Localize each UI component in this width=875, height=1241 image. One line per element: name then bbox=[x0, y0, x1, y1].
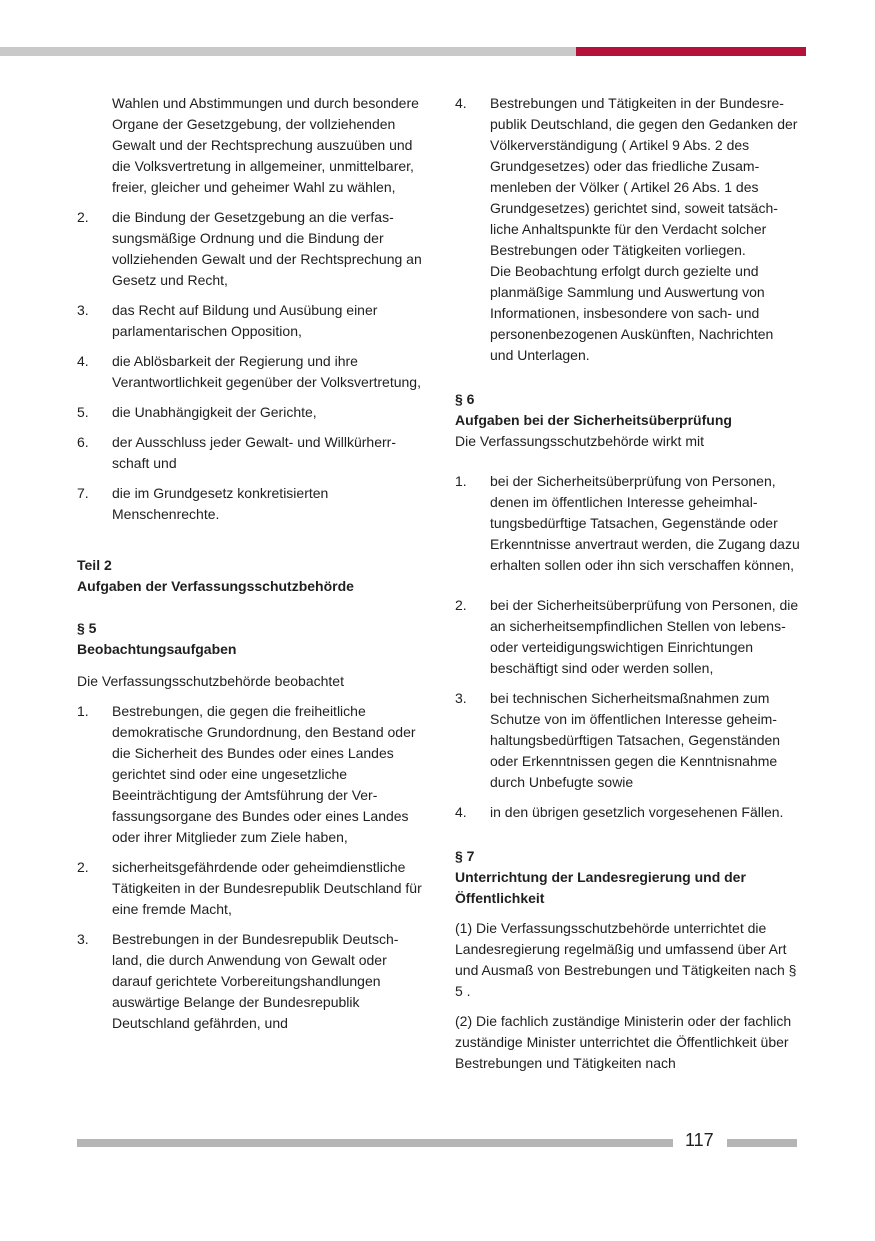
observation-paragraph: Die Beobachtung erfolgt durch gezielte und planmäßige Sammlung und Auswertung von Informationen, insbesondere von sach- und personenbezogenen Auskünften, Nachrichten und Unterlagen. bbox=[490, 263, 774, 363]
list-number: 7. bbox=[77, 485, 89, 501]
top-bar-accent bbox=[576, 47, 806, 56]
list-number: 2. bbox=[77, 209, 89, 225]
list-number: 6. bbox=[77, 434, 89, 450]
section-5-label: § 5 bbox=[77, 620, 97, 636]
right-column bbox=[455, 93, 800, 1083]
list-text: Bestrebungen, die gegen die freiheitliche demokratische Grundordnung, den Bestand oder die Sicherheit des Bundes oder eines Landes gerichtet sind oder eine ungesetzliche Beeinträchtigung der Amtsführung der Verfassungsorgane des Bundes oder eines Landes oder ihrer Mitglieder zum Ziele haben, bbox=[112, 703, 416, 845]
list-number: 4. bbox=[455, 95, 467, 111]
section-5-title: Beobachtungsaufgaben bbox=[77, 641, 237, 657]
list-item bbox=[455, 688, 800, 793]
list-item bbox=[77, 300, 422, 342]
list-number: 3. bbox=[455, 690, 467, 706]
section-6-intro: Die Verfassungsschutzbehörde wirkt mit bbox=[455, 433, 704, 449]
list-number: 2. bbox=[455, 597, 467, 613]
list-item bbox=[77, 402, 422, 423]
part-title: Aufgaben der Verfassungsschutzbehörde bbox=[77, 578, 354, 594]
list-text: die Unabhängigkeit der Gerichte, bbox=[112, 404, 317, 420]
list-item bbox=[77, 929, 422, 1034]
list-text: in den übrigen gesetzlich vorgesehenen Fällen. bbox=[490, 804, 784, 820]
list-number: 5. bbox=[77, 404, 89, 420]
list-text: das Recht auf Bildung und Ausübung einer parlamentarischen Opposition, bbox=[112, 302, 378, 339]
footer-bar-left bbox=[77, 1139, 673, 1147]
list-text: Bestrebungen in der Bundesrepublik Deutschland, die durch Anwendung von Gewalt oder darauf gerichtete Vorbereitungshandlungen auswärtige Belange der Bundesrepublik Deutschland gefährden, und bbox=[112, 931, 399, 1031]
list-number: 2. bbox=[77, 859, 89, 875]
list-item bbox=[455, 471, 800, 576]
page-number: 117 bbox=[685, 1130, 714, 1150]
list-item bbox=[77, 432, 422, 474]
list-item bbox=[77, 483, 422, 525]
list-item bbox=[455, 595, 800, 679]
list-item bbox=[77, 857, 422, 920]
list-text: bei der Sicherheitsüberprüfung von Personen, denen im öffentlichen Interesse geheimhaltungsbedürftige Tatsachen, Gegenstände oder Erkenntnisse anvertraut werden, die Zugang dazu erhalten sollen oder ihn sich verschaffen können, bbox=[490, 473, 800, 573]
list-text: sicherheitsgefährdende oder geheimdienstliche Tätigkeiten in der Bundesrepublik Deutschland für eine fremde Macht, bbox=[112, 859, 422, 917]
section-7-label: § 7 bbox=[455, 848, 475, 864]
left-column bbox=[77, 93, 422, 1043]
list-item bbox=[77, 207, 422, 291]
list-item bbox=[455, 93, 800, 261]
list-number: 4. bbox=[455, 804, 467, 820]
list-number: 3. bbox=[77, 302, 89, 318]
list-item bbox=[77, 701, 422, 848]
list-number: 3. bbox=[77, 931, 89, 947]
list-text: bei technischen Sicherheitsmaßnahmen zum Schutze von im öffentlichen Interesse geheimhaltungsbedürftigen Tatsachen, Gegenständen oder Erkenntnissen gegen die Kenntnisnahme durch Unbefugte sowie bbox=[490, 690, 781, 790]
list-number: 1. bbox=[455, 473, 467, 489]
top-bar-gray bbox=[0, 47, 576, 56]
section-7-paragraph-2: (2) Die fachlich zuständige Ministerin oder der fachlich zuständige Minister unterrichtet die Öffentlichkeit über Bestrebungen und Tätigkeiten nach bbox=[455, 1013, 792, 1071]
list-text: die Bindung der Gesetzgebung an die verfassungsmäßige Ordnung und die Bindung der vollziehenden Gewalt und der Rechtsprechung an Gesetz und Recht, bbox=[112, 209, 422, 288]
section-6-label: § 6 bbox=[455, 391, 475, 407]
list-number: 4. bbox=[77, 353, 89, 369]
list-item bbox=[77, 351, 422, 393]
list-text: Bestrebungen und Tätigkeiten in der Bundesrepublik Deutschland, die gegen den Gedanken der Völkerverständigung ( Artikel 9 Abs. 2 des Grundgesetzes) oder das friedliche Zusammenleben der Völker ( Artikel 26 Abs. 1 des Grundgesetzes) gerichtet sind, soweit tatsächliche Anhaltspunkte für den Verdacht solcher Bestrebungen oder Tätigkeiten vorliegen. bbox=[490, 95, 798, 258]
list-text: die Ablösbarkeit der Regierung und ihre Verantwortlichkeit gegenüber der Volksvertretung, bbox=[112, 353, 421, 390]
list-text: bei der Sicherheitsüberprüfung von Personen, die an sicherheitsempfindlichen Stellen von lebens- oder verteidigungswichtigen Einrichtungen beschäftigt sind oder werden sollen, bbox=[490, 597, 799, 676]
list-number: 1. bbox=[77, 703, 89, 719]
section-7-title: Unterrichtung der Landesregierung und der Öffentlichkeit bbox=[455, 869, 746, 906]
list-item bbox=[455, 802, 800, 823]
list-text: die im Grundgesetz konkretisierten Menschenrechte. bbox=[112, 485, 329, 522]
list-text: der Ausschluss jeder Gewalt- und Willkürherrschaft und bbox=[112, 434, 397, 471]
footer-bar-right bbox=[727, 1139, 797, 1147]
part-label: Teil 2 bbox=[77, 557, 112, 573]
section-7-paragraph-1: (1) Die Verfassungsschutzbehörde unterrichtet die Landesregierung regelmäßig und umfassend über Art und Ausmaß von Bestrebungen und Tätigkeiten nach § 5 . bbox=[455, 920, 797, 999]
continued-text: Wahlen und Abstimmungen und durch besondere Organe der Gesetzgebung, der vollziehenden Gewalt und der Rechtsprechung auszuüben und die Volksvertretung in allgemeiner, unmittelbarer, freier, gleicher und geheimer Wahl zu wählen, bbox=[112, 95, 419, 195]
section-6-title: Aufgaben bei der Sicherheitsüberprüfung bbox=[455, 412, 732, 428]
section-5-intro: Die Verfassungsschutzbehörde beobachtet bbox=[77, 673, 344, 689]
